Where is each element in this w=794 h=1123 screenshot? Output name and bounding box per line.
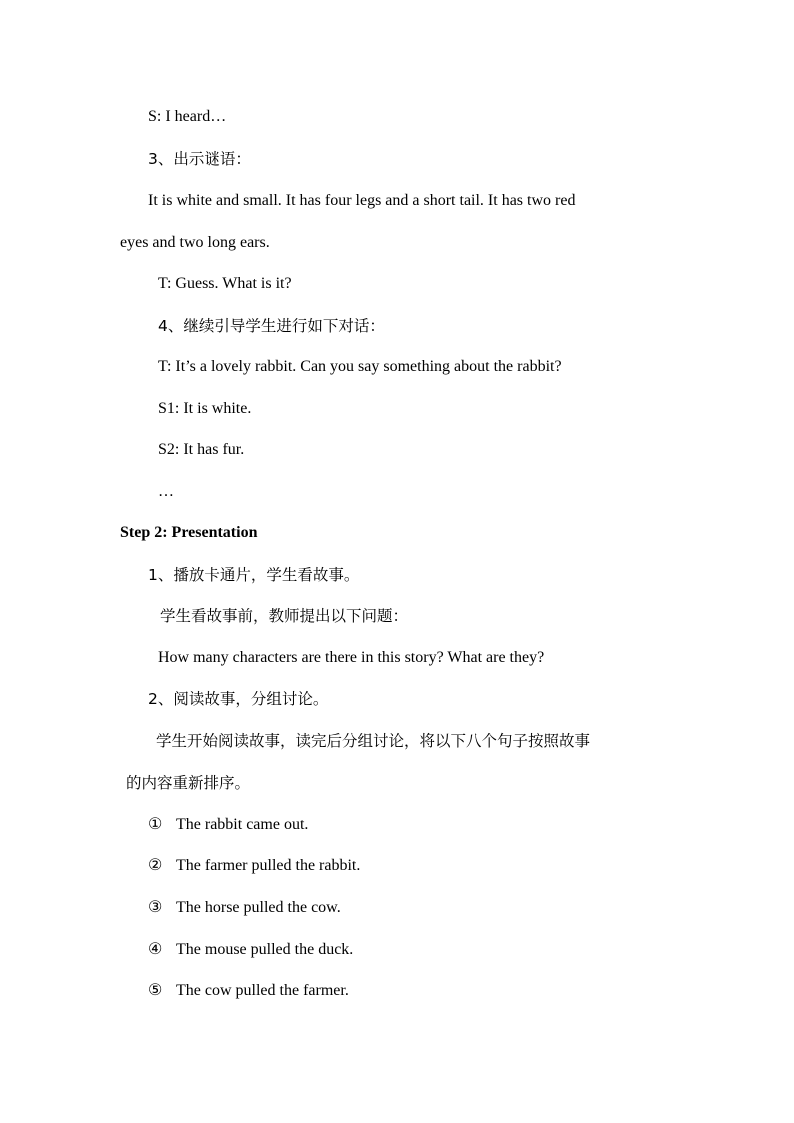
sentence-text: The cow pulled the farmer. [176, 982, 349, 999]
sentence-text: The mouse pulled the duck. [176, 941, 354, 958]
sentence-number: ② [148, 857, 163, 874]
dialogue-line: S1: It is white. [158, 400, 252, 417]
sentence-number: ⑤ [148, 982, 163, 999]
sentence-number: ④ [148, 941, 163, 958]
sentence-number: ① [148, 816, 163, 833]
ellipsis: … [158, 483, 174, 500]
step-item-4: 4、继续引导学生进行如下对话： [158, 317, 385, 335]
sentence-text: The horse pulled the cow. [176, 899, 341, 916]
sentence-text: The farmer pulled the rabbit. [176, 857, 361, 874]
dialogue-line: T: Guess. What is it? [158, 275, 292, 292]
riddle-text-continued: eyes and two long ears. [120, 234, 270, 251]
dialogue-line: S: I heard… [148, 108, 227, 125]
step-item-3: 3、出示谜语： [148, 150, 251, 168]
question-text: How many characters are there in this story? What are they? [158, 649, 545, 666]
sentence-item [148, 815, 308, 835]
dialogue-line: S2: It has fur. [158, 441, 245, 458]
instruction-text: 学生开始阅读故事，读完后分组讨论，将以下八个句子按照故事 [156, 732, 591, 750]
step-item-1: 1、播放卡通片，学生看故事。 [148, 566, 360, 584]
instruction-text-continued: 的内容重新排序。 [126, 774, 251, 792]
section-heading: Step 2: Presentation [120, 524, 258, 541]
instruction-text: 学生看故事前，教师提出以下问题： [160, 607, 409, 625]
sentence-item [148, 898, 341, 918]
sentence-item [148, 981, 349, 1001]
sentence-number: ③ [148, 899, 163, 916]
sentence-item [148, 940, 353, 960]
dialogue-line: T: It’s a lovely rabbit. Can you say something about the rabbit? [158, 358, 562, 375]
sentence-item [148, 856, 360, 876]
riddle-text: It is white and small. It has four legs and a short tail. It has two red [148, 192, 576, 209]
step-item-2: 2、阅读故事，分组讨论。 [148, 690, 329, 708]
sentence-text: The rabbit came out. [176, 816, 309, 833]
